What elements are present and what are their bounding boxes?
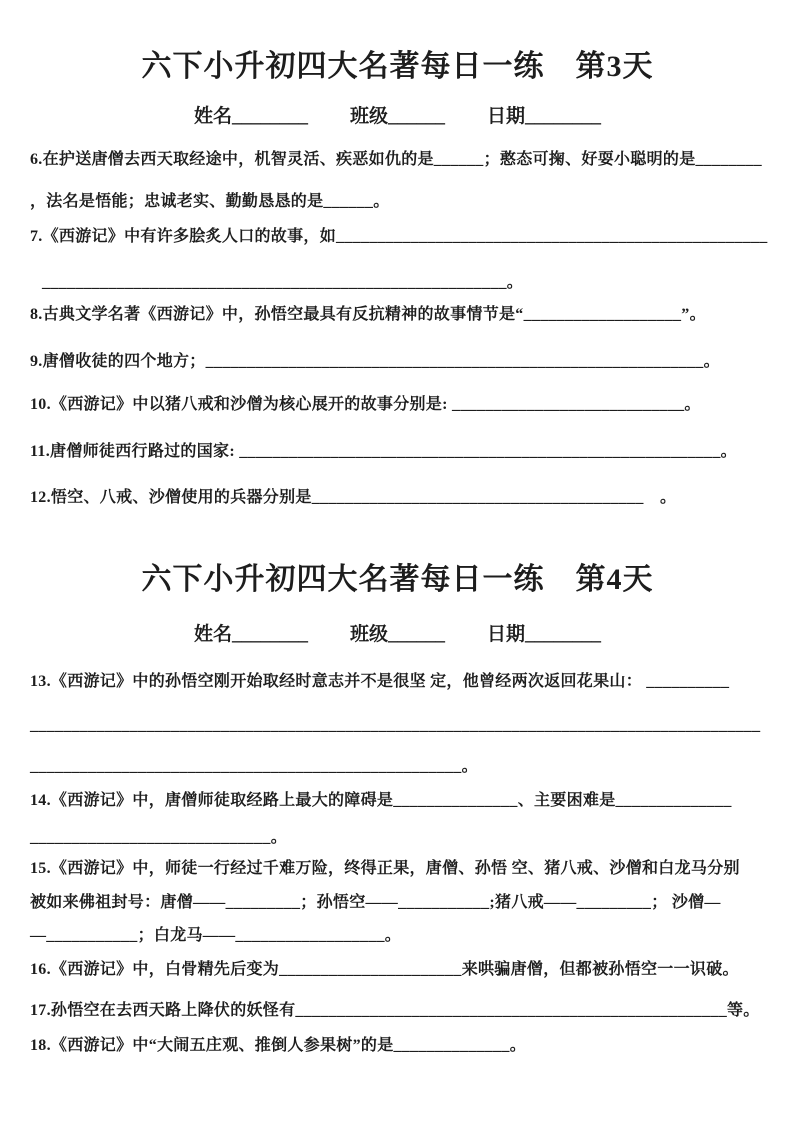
question-6-line-1: 6.在护送唐僧去西天取经途中，机智灵活、疾恶如仇的是______；憨态可掬、好耍小聪明的是________ xyxy=(30,151,762,168)
day3-title: 六下小升初四大名著每日一练 第3天 xyxy=(141,50,654,83)
name-field: 姓名________ xyxy=(193,106,308,127)
name-field: 姓名________ xyxy=(193,624,308,645)
question-7-line-2: ________________________________________________________。 xyxy=(42,274,524,291)
question-14-line-1: 14.《西游记》中，唐僧师徒取经路上最大的障碍是_______________、主要困难是______________ xyxy=(30,792,732,809)
day4-title: 六下小升初四大名著每日一练 第4天 xyxy=(141,563,654,596)
question-15-line-3: —___________；白龙马——__________________。 xyxy=(30,927,402,944)
question-13-line-1: 13.《西游记》中的孙悟空刚开始取经时意志并不是很坚 定，他曾经两次返回花果山： __________ xyxy=(30,673,730,690)
question-6 xyxy=(30,149,765,213)
question-14-line-2: _____________________________。 xyxy=(30,829,287,846)
question-10-line-1: 10.《西游记》中以猪八戒和沙僧为核心展开的故事分别是: ____________________________。 xyxy=(30,396,701,413)
question-7-line-1: 7.《西游记》中有许多脍炙人口的故事，如____________________________________________________ xyxy=(30,228,768,245)
question-18-line-1: 18.《西游记》中“大闹五庄观、推倒人参果树”的是______________。 xyxy=(30,1037,527,1054)
question-11-line-1: 11.唐僧师徒西行路过的国家: __________________________________________________________。 xyxy=(30,443,737,460)
question-6-line-2: ，法名是悟能；忠诚老实、勤勤恳恳的是______。 xyxy=(30,193,390,210)
date-field: 日期________ xyxy=(487,106,602,127)
class-field: 班级______ xyxy=(349,106,445,127)
class-field: 班级______ xyxy=(349,624,445,645)
day4-section xyxy=(30,562,765,1057)
question-13-line-2: ________________________________________________________________________________________ xyxy=(30,717,761,734)
day4-meta-line xyxy=(30,622,765,648)
question-9-line-1: 9.唐僧收徒的四个地方；____________________________________________________________。 xyxy=(30,353,720,370)
question-13 xyxy=(30,671,765,778)
day3-section xyxy=(30,49,768,509)
question-15-line-1: 15.《西游记》中，师徒一行经过千难万险，终得正果，唐僧、孙悟 空、猪八戒、沙僧和白龙马分别 xyxy=(30,860,740,877)
question-12 xyxy=(30,487,765,509)
question-17 xyxy=(30,1000,765,1022)
question-16 xyxy=(30,959,765,981)
question-14 xyxy=(30,790,765,849)
date-field: 日期________ xyxy=(487,624,602,645)
question-10 xyxy=(30,394,765,416)
question-8 xyxy=(30,304,765,326)
question-11 xyxy=(30,441,765,463)
question-15 xyxy=(30,858,765,947)
question-16-line-1: 16.《西游记》中，白骨精先后变为______________________来哄骗唐僧，但都被孙悟空一一识破。 xyxy=(30,961,739,978)
question-18 xyxy=(30,1035,765,1057)
question-12-line-1: 12.悟空、八戒、沙僧使用的兵器分别是________________________________________ 。 xyxy=(30,489,677,506)
question-9 xyxy=(30,351,765,373)
day3-meta-line xyxy=(30,104,765,130)
question-17-line-1: 17.孙悟空在去西天路上降伏的妖怪有____________________________________________________等。 xyxy=(30,1002,760,1019)
question-7 xyxy=(30,226,768,294)
question-8-line-1: 8.古典文学名著《西游记》中，孙悟空最具有反抗精神的故事情节是“___________________”。 xyxy=(30,306,706,323)
question-13-line-3: ____________________________________________________。 xyxy=(30,758,478,775)
question-15-line-2: 被如来佛祖封号：唐僧——_________；孙悟空——___________;猪八戒——_________； 沙僧— xyxy=(30,894,721,911)
